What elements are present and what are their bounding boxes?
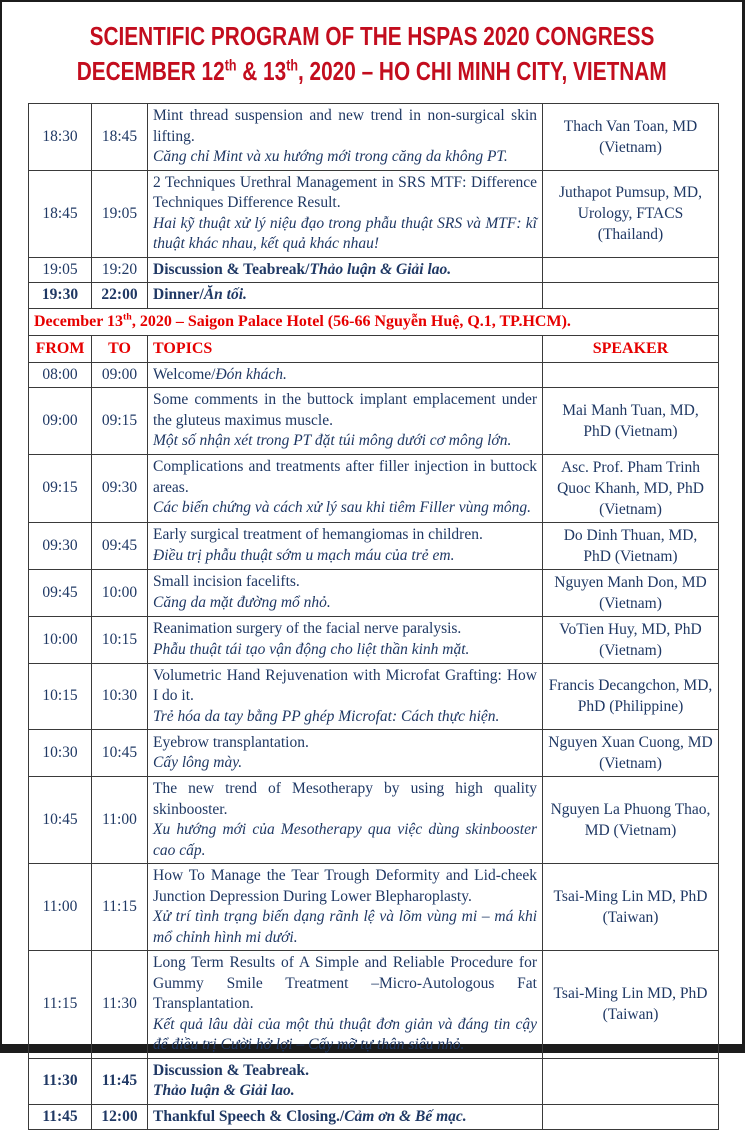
congress-subtitle-text [77,54,667,89]
table-row [29,569,719,616]
topic-en: Eyebrow transplantation. [153,733,309,751]
topic-cell [148,170,543,257]
table-row [29,951,719,1059]
text-segment: December 13 [34,312,123,330]
time-from-cell: 09:00 [29,388,92,455]
topic-cell [148,1058,543,1104]
topic-vi: Cảm ơn & Bế mạc. [344,1107,467,1125]
topic-cell [148,104,543,171]
column-header-topics: TOPICS [148,335,543,362]
topic-vi: Căng da mặt đường mổ nhỏ. [153,593,331,611]
table-row [29,283,719,309]
time-from-cell: 19:30 [29,283,92,309]
congress-title [2,19,742,54]
topic-vi: Thảo luận & Giải lao. [153,1082,295,1099]
topic-cell [148,951,543,1059]
time-to-cell: 10:15 [92,616,148,663]
topic-cell [148,257,543,283]
time-to-cell: 09:30 [92,454,148,522]
topic-cell [148,864,543,951]
speaker-cell [543,283,719,309]
topic-vi: Điều trị phẫu thuật sớm u mạch máu của trẻ em. [153,546,455,564]
time-to-cell: 10:45 [92,730,148,777]
topic-en: 2 Techniques Urethral Management in SRS MTF: Difference Techniques Difference Result. [153,173,537,211]
time-from-cell: 09:45 [29,569,92,616]
text-segment: , 2020 – Saigon Palace Hotel (56-66 Nguyễn Huệ, Q.1, TP.HCM). [131,312,571,330]
topic-en: Welcome/ [153,365,216,383]
speaker-cell [543,257,719,283]
topic-vi: Xử trí tình trạng biến dạng rãnh lệ và lõm vùng mi – má khi mổ chỉnh hình mi dưới. [153,908,537,946]
time-to-cell: 18:45 [92,104,148,171]
speaker-cell [543,1104,719,1130]
column-header-row [29,335,719,362]
congress-subtitle [2,54,742,89]
time-from-cell: 18:45 [29,170,92,257]
topic-vi: Kết quả lâu dài của một thủ thuật đơn giản và đáng tin cậy để điều trị Cười hở lợi – Cấy mỡ tự thân siêu nhỏ. [153,1015,537,1053]
topic-vi: Xu hướng mới của Mesotherapy qua việc dùng skinbooster cao cấp. [153,821,537,859]
date-banner [29,308,719,335]
congress-title-text: SCIENTIFIC PROGRAM OF THE HSPAS 2020 CONGRESS [89,21,655,51]
topic-en: Discussion & Teabreak. [153,1061,310,1079]
speaker-cell [543,362,719,388]
speaker-cell: Tsai-Ming Lin MD, PhD (Taiwan) [543,864,719,951]
time-to-cell: 11:15 [92,864,148,951]
topic-line [153,260,537,281]
topic-cell [148,522,543,569]
table-row [29,864,719,951]
topic-en: Dinner/ [153,286,204,303]
text-segment: & 13 [236,56,287,86]
column-header-speaker: SPEAKER [543,335,719,362]
topic-en: How To Manage the Tear Trough Deformity and Lid-cheek Junction Depression During Lower Blepharoplasty. [153,867,537,905]
program-table-body [29,104,719,1130]
topic-line [153,285,537,306]
table-row [29,522,719,569]
topic-cell [148,388,543,455]
topic-en: Some comments in the buttock implant emplacement under the gluteus maximus muscle. [153,391,537,429]
topic-cell [148,1104,543,1130]
table-row [29,454,719,522]
topic-en: Discussion & Teabreak/ [153,260,310,278]
topic-line [153,365,537,386]
topic-cell [148,730,543,777]
time-from-cell: 11:45 [29,1104,92,1130]
speaker-cell: Nguyen Manh Don, MD (Vietnam) [543,569,719,616]
topic-en: Volumetric Hand Rejuvenation with Microfat Grafting: How I do it. [153,666,537,704]
speaker-cell: Nguyen La Phuong Thao, MD (Vietnam) [543,777,719,864]
time-from-cell: 09:15 [29,454,92,522]
table-row [29,257,719,283]
title-block [2,19,742,89]
topic-vi: Phẫu thuật tái tạo vận động cho liệt thần kinh mặt. [153,640,470,658]
time-to-cell: 11:30 [92,951,148,1059]
speaker-cell: VoTien Huy, MD, PhD (Vietnam) [543,616,719,663]
table-row [29,616,719,663]
date-banner-row [29,308,719,335]
time-from-cell: 10:15 [29,663,92,730]
table-row [29,777,719,864]
table-row [29,730,719,777]
topic-cell [148,777,543,864]
topic-cell [148,454,543,522]
topic-line [153,1107,537,1128]
topic-vi: Căng chỉ Mint và xu hướng mới trong căng da không PT. [153,148,508,165]
time-from-cell: 10:45 [29,777,92,864]
time-from-cell: 11:15 [29,951,92,1059]
table-row [29,1058,719,1104]
table-row [29,388,719,455]
topic-cell [148,616,543,663]
superscript-text: th [286,57,299,75]
superscript-text: th [224,57,237,75]
speaker-cell: Francis Decangchon, MD, PhD (Philippine) [543,663,719,730]
time-to-cell: 10:30 [92,663,148,730]
column-header-to: TO [92,335,148,362]
topic-vi: Một số nhận xét trong PT đặt túi mông dưới cơ mông lớn. [153,432,512,449]
time-from-cell: 11:30 [29,1058,92,1104]
time-from-cell: 08:00 [29,362,92,388]
topic-en: Mint thread suspension and new trend in non-surgical skin lifting. [153,107,537,145]
time-to-cell: 10:00 [92,569,148,616]
table-row [29,362,719,388]
table-row [29,170,719,257]
time-to-cell: 09:15 [92,388,148,455]
topic-cell [148,283,543,309]
text-segment: , 2020 – HO CHI MINH CITY, VIETNAM [298,56,667,86]
time-from-cell: 19:05 [29,257,92,283]
time-to-cell: 19:05 [92,170,148,257]
topic-en: Early surgical treatment of hemangiomas in children. [153,526,483,543]
topic-vi: Ăn tối. [203,286,247,303]
time-from-cell: 10:00 [29,616,92,663]
topic-cell [148,569,543,616]
speaker-cell: Thach Van Toan, MD (Vietnam) [543,104,719,171]
topic-vi: Thảo luận & Giải lao. [309,260,452,278]
column-header-from: FROM [29,335,92,362]
topic-vi: Hai kỹ thuật xử lý niệu đạo trong phẫu thuật SRS và MTF: kĩ thuật khác nhau, kết quả khác nhau! [153,214,537,252]
time-from-cell: 10:30 [29,730,92,777]
topic-en: Reanimation surgery of the facial nerve paralysis. [153,620,462,637]
topic-vi: Các biến chứng và cách xử lý sau khi tiêm Filler vùng mông. [153,499,532,517]
time-to-cell: 09:45 [92,522,148,569]
topic-en: Complications and treatments after filler injection in buttock areas. [153,458,537,496]
speaker-cell: Tsai-Ming Lin MD, PhD (Taiwan) [543,951,719,1059]
speaker-cell: Mai Manh Tuan, MD, PhD (Vietnam) [543,388,719,455]
time-to-cell: 19:20 [92,257,148,283]
topic-cell [148,362,543,388]
time-from-cell: 11:00 [29,864,92,951]
time-to-cell: 12:00 [92,1104,148,1130]
program-table [28,103,719,1130]
table-row [29,1104,719,1130]
topic-cell [148,663,543,730]
time-to-cell: 09:00 [92,362,148,388]
topic-en: Small incision facelifts. [153,573,300,590]
time-from-cell: 18:30 [29,104,92,171]
speaker-cell: Juthapot Pumsup, MD, Urology, FTACS (Thailand) [543,170,719,257]
time-from-cell: 09:30 [29,522,92,569]
speaker-cell: Asc. Prof. Pham Trinh Quoc Khanh, MD, PhD (Vietnam) [543,454,719,522]
superscript-text: th [123,311,132,323]
title-line-2 [77,56,667,86]
time-to-cell: 11:45 [92,1058,148,1104]
time-to-cell: 11:00 [92,777,148,864]
table-row [29,663,719,730]
topic-en: Thankful Speech & Closing./ [153,1107,345,1125]
speaker-cell: Nguyen Xuan Cuong, MD (Vietnam) [543,730,719,777]
topic-vi: Đón khách. [215,365,287,383]
speaker-cell: Do Dinh Thuan, MD, PhD (Vietnam) [543,522,719,569]
topic-en: Long Term Results of A Simple and Reliable Procedure for Gummy Smile Treatment –Micro-Autologous Fat Transplantation. [153,954,537,1012]
table-row [29,104,719,171]
time-to-cell: 22:00 [92,283,148,309]
topic-en: The new trend of Mesotherapy by using high quality skinbooster. [153,780,537,818]
speaker-cell [543,1058,719,1104]
text-segment: DECEMBER 12 [77,56,225,86]
topic-vi: Trẻ hóa da tay bằng PP ghép Microfat: Cách thực hiện. [153,707,500,725]
topic-vi: Cấy lông mày. [153,754,243,771]
